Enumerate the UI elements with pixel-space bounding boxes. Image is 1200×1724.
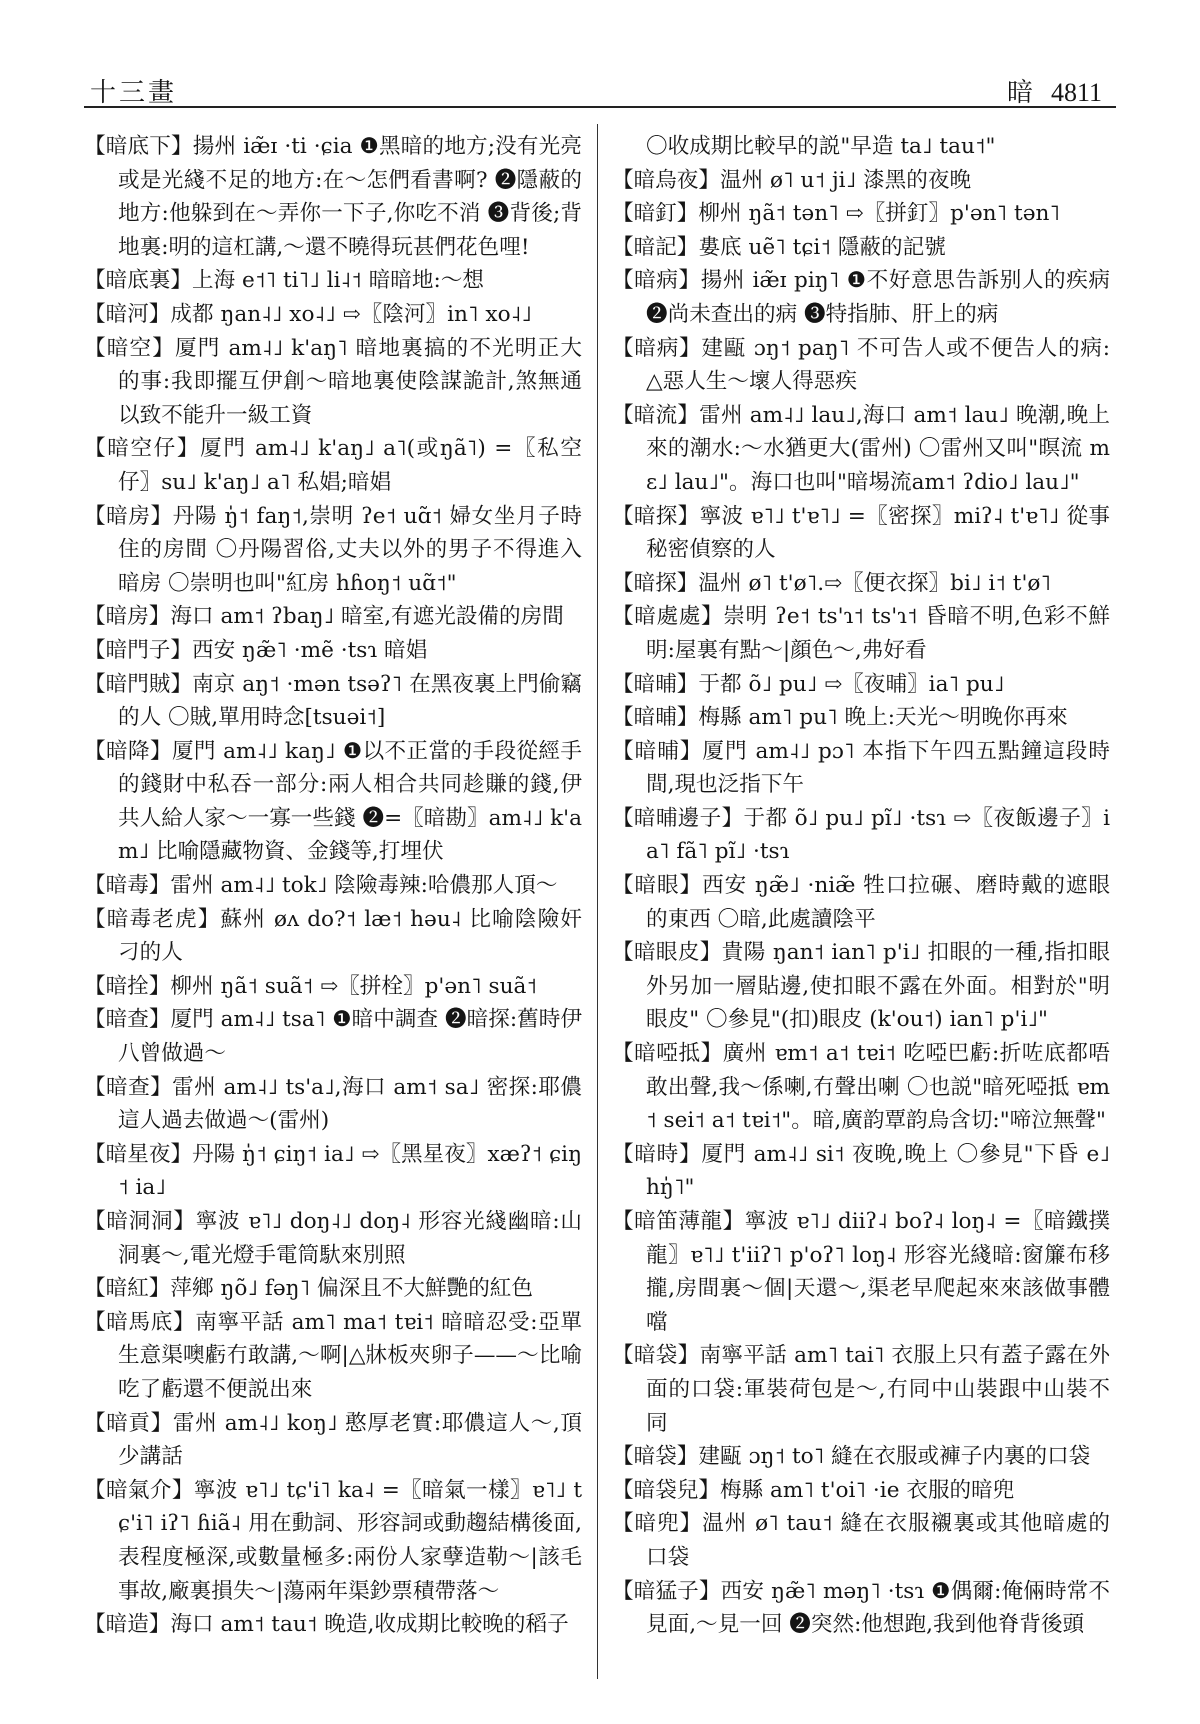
dictionary-entry	[612, 197, 1110, 231]
entry-definition: 西安 ŋæ̃˩ ·niæ̃ 牲口拉碾、磨時戴的遮眼的東西 〇暗,此處讀陰平	[646, 873, 1110, 932]
entry-definition: 雷州 am˨˩ tok˩ 陰險毒辣:哈儂那人頂～	[170, 873, 558, 899]
entry-headword: 【暗猛子】	[612, 1578, 721, 1604]
entry-definition: 厦門 am˨˩ si˦ 夜晚,晚上 〇參見"下昏 e˩ hŋ̍˥"	[646, 1141, 1110, 1201]
entry-headword: 【暗查】	[84, 1007, 171, 1033]
dictionary-entry	[84, 1071, 582, 1138]
dictionary-entry	[84, 735, 582, 869]
entry-definition: 婁底 uẽ˥ tɕi˦ 隱蔽的記號	[698, 234, 946, 260]
entry-definition: 温州 ø˥ u˦ ji˩ 漆黑的夜晚	[719, 167, 972, 193]
entry-definition: 于都 õ˩ pu˩ pĩ˩ ·tsɿ ⇨〖夜飯邊子〗ia˥ fã˥ pĩ˩ ·tsɿ	[646, 805, 1110, 865]
entry-definition: 厦門 am˨˩ kaŋ˩ ❶以不正當的手段從經手的錢財中私吞一部分:兩人相合共同趁賺的錢,伊共人給人家～一寡一些錢 ❷=〖暗勘〗am˨˩ k'am˩ 比喻隱藏物資、金錢等,打埋伏	[118, 738, 582, 865]
dictionary-entry	[612, 1339, 1110, 1440]
entry-definition: 蘇州 øʌ do?˦ læ˦ həu˨ 比喻陰險奸刁的人	[118, 906, 582, 966]
entry-headword: 【暗洞洞】	[84, 1209, 196, 1234]
column-divider	[597, 124, 598, 1679]
entry-headword: 【暗房】	[84, 604, 171, 630]
entry-headword: 【暗晡邊子】	[612, 805, 744, 831]
dictionary-entry	[612, 567, 1110, 601]
entry-definition: 建甌 ɔŋ˦ to˥ 縫在衣服或褲子内裏的口袋	[698, 1444, 1091, 1470]
dictionary-entry	[612, 1507, 1110, 1574]
dictionary-entry	[612, 802, 1110, 869]
entry-definition: 揚州 iæ̃ɪ piŋ˥ ❶不好意思告訴别人的疾病 ❷尚未查出的病 ❸特指肺、肝上的病	[646, 268, 1110, 327]
dictionary-entry	[84, 264, 582, 298]
entry-headword: 【暗笛薄龍】	[612, 1209, 745, 1234]
dictionary-entry	[84, 298, 582, 332]
entry-definition: 雷州 am˨˩ koŋ˩ 憨厚老實:耶儂這人～,頂少講話	[118, 1410, 582, 1470]
entry-definition: 温州 ø˥ t'ø˥.⇨〖便衣探〗bi˩ i˦ t'ø˥	[698, 570, 1052, 596]
dictionary-entry	[84, 1474, 582, 1608]
dictionary-entry	[84, 1138, 582, 1205]
entry-headword: 【暗拴】	[84, 973, 171, 999]
dictionary-entry	[84, 1608, 582, 1642]
entry-definition: 雷州 am˨˩ lau˩,海口 am˦ lau˩ 晚潮,晚上來的潮水:～水猶更大(雷州) 〇雷州又叫"暝流 mɛ˩ lau˩"。海口也叫"暗埸流am˦ ʔdio˩ lau˩"	[646, 402, 1110, 495]
entry-headword: 【暗流】	[612, 402, 700, 428]
entry-definition: 南寧平話 am˥ tai˥ 衣服上只有蓋子露在外面的口袋:軍裝荷包是～,冇同中山裝跟中山裝不同	[646, 1343, 1110, 1436]
entry-headword: 【暗袋】	[612, 1343, 700, 1369]
page-heading	[1007, 72, 1102, 109]
entry-definition: 厦門 am˨˩ k'aŋ˩ a˥(或ŋã˥) =〖私空仔〗su˩ k'aŋ˩ a˥ 私娼;暗娼	[118, 436, 582, 495]
entry-headword: 【暗造】	[84, 1612, 171, 1638]
entry-definition: 于都 õ˩ pu˩ ⇨〖夜晡〗ia˥ pu˩	[698, 671, 1005, 697]
entry-definition: 寧波 ɐ˥˩ diiʔ˨ boʔ˨ loŋ˨ =〖暗鐵撲龍〗ɐ˥˩ t'iiʔ˥ p'oʔ˥ loŋ˨ 形容光綫暗:窗簾布移攏,房間裏～個|天還～,渠老早爬起來來該做事體噹	[646, 1209, 1110, 1335]
entry-definition: 柳州 ŋã˦ suã˦ ⇨〖拼栓〗p'ən˥ suã˦	[170, 973, 538, 999]
entry-headword: 【暗處處】	[612, 604, 724, 630]
dictionary-entry	[84, 903, 582, 970]
entry-definition: 貴陽 ŋan˦ ian˥ p'i˩ 扣眼的一種,指扣眼外另加一層貼邊,使扣眼不露在外面。相對於"明眼皮" 〇參見"(扣)眼皮 (k'ou˦) ian˥ p'i˩"	[646, 940, 1110, 1033]
dictionary-entry	[84, 1272, 582, 1306]
left-column	[84, 130, 582, 1642]
dictionary-entry	[612, 1037, 1110, 1138]
right-column	[612, 130, 1110, 1642]
entry-definition: 寧波 ɐ˥˩ doŋ˨˩ doŋ˨ 形容光綫幽暗:山洞裏～,電光燈手電筒馱來別照	[118, 1209, 582, 1268]
entry-definition: 梅縣 am˥ t'oi˥ ·ie 衣服的暗兜	[719, 1477, 1015, 1503]
entry-definition: 〇收成期比較早的説"早造 ta˩ tau˦"	[646, 134, 996, 159]
entry-definition: 成都 ŋan˨˩ xo˨˩ ⇨〖陰河〗in˥ xo˨˩	[170, 301, 532, 327]
entry-definition: 上海 e˦˥ ti˥˩ li˨˦ 暗暗地:～想	[191, 268, 484, 294]
section-label: 十三畫	[90, 78, 178, 108]
entry-headword: 【暗釘】	[612, 201, 699, 227]
entry-definition: 海口 am˦ ʔbaŋ˩ 暗室,有遮光設備的房間	[170, 604, 564, 630]
dictionary-entry	[84, 432, 582, 499]
dictionary-entry	[84, 130, 582, 264]
entry-headword: 【暗晡】	[612, 671, 699, 697]
entry-definition: 厦門 am˨˩ tsa˥ ❶暗中調查 ❷暗探:舊時伊八曾做過～	[118, 1007, 582, 1067]
dictionary-entry	[612, 399, 1110, 500]
entry-headword: 【暗記】	[612, 234, 699, 260]
entry-headword: 【暗兜】	[612, 1511, 703, 1537]
entry-definition: 寧波 ɐ˥˩ tɕ'i˥ ka˨ =〖暗氣一樣〗ɐ˥˩ tɕ'i˥ iʔ˥ ɦiã˨ 用在動詞、形容詞或動趨結構後面,表程度極深,或數量極多:兩份人家孽造勒～|該毛事故,廠裏損失～|蕩兩年渠鈔票積帶落～	[118, 1477, 582, 1604]
entry-headword: 【暗眼】	[612, 873, 703, 899]
dictionary-entry	[612, 735, 1110, 802]
dictionary-entry	[612, 231, 1110, 265]
entry-definition: 南京 aŋ˦ ·mən tsəʔ˥ 在黑夜裏上門偷竊的人 〇賊,單用時念[tsuəi˦]	[118, 671, 582, 731]
dictionary-entry	[612, 1138, 1110, 1205]
entry-headword: 【暗病】	[612, 335, 702, 361]
entry-definition: 萍鄉 ŋõ˩ fəŋ˥ 偏深且不大鮮艷的紅色	[170, 1276, 533, 1302]
entry-headword: 【暗眼皮】	[612, 940, 722, 966]
entry-headword: 【暗氣介】	[84, 1477, 194, 1503]
entry-definition: 厦門 am˨˩ pɔ˥ 本指下午四五點鐘這段時間,現也泛指下午	[646, 738, 1110, 798]
dictionary-entry	[612, 332, 1110, 399]
entry-headword: 【暗袋兒】	[612, 1477, 720, 1503]
dictionary-entry	[84, 332, 582, 433]
entry-definition: 雷州 am˨˩ ts'a˩,海口 am˦ sa˩ 密探:耶儂這人過去做過～(雷州)	[118, 1074, 582, 1134]
entry-headword: 【暗烏夜】	[612, 167, 720, 193]
header-rule	[84, 106, 1116, 108]
dictionary-entry	[612, 668, 1110, 702]
entry-headword: 【暗晡】	[612, 705, 699, 731]
dictionary-entry	[84, 1407, 582, 1474]
entry-headword: 【暗啞抵】	[612, 1041, 723, 1067]
dictionary-entry	[612, 130, 1110, 164]
entry-headword: 【暗門子】	[84, 637, 192, 663]
entry-definition: 厦門 am˨˩ k'aŋ˥ 暗地裏搞的不光明正大的事:我即擺互伊創～暗地裏使陰謀詭計,煞無通以致不能升一級工資	[118, 335, 582, 428]
dictionary-entry	[84, 1306, 582, 1407]
dictionary-entry	[612, 1205, 1110, 1339]
dictionary-entry	[612, 936, 1110, 1037]
head-character: 暗	[1006, 78, 1033, 108]
dictionary-entry	[612, 1474, 1110, 1508]
dictionary-entry	[612, 869, 1110, 936]
entry-definition: 丹陽 ŋ̍˦ faŋ˦,崇明 ʔe˦ uɑ̃˦ 婦女坐月子時住的房間 〇丹陽習俗,丈夫以外的男子不得進入暗房 〇崇明也叫"紅房 hɦoŋ˦ uɑ̃˦"	[118, 503, 582, 596]
dictionary-entry	[84, 1205, 582, 1272]
dictionary-entry	[84, 668, 582, 735]
entry-headword: 【暗底裏】	[84, 268, 192, 294]
entry-definition: 柳州 ŋã˦ tən˥ ⇨〖拼釘〗p'ən˥ tən˥	[698, 201, 1061, 227]
entry-headword: 【暗紅】	[84, 1276, 171, 1302]
dictionary-entry	[84, 500, 582, 601]
dictionary-entry	[612, 1440, 1110, 1474]
entry-definition: 揚州 iæ̃ɪ ·ti ·ɕia ❶黑暗的地方;没有光亮或是光綫不足的地方:在～怎們看書啊? ❷隱蔽的地方:他躲到在～弄你一下子,你吃不消 ❸背後;背地裏:明的這杠講,～還不曉得玩甚們花色哩!	[118, 134, 582, 260]
entry-definition: 丹陽 ŋ̍˦ ɕiŋ˦ ia˩ ⇨〖黑星夜〗xæʔ˦ ɕiŋ˦ ia˩	[118, 1141, 582, 1201]
entry-definition: 海口 am˦ tau˦ 晚造,收成期比較晚的稻子	[170, 1612, 569, 1638]
entry-headword: 【暗河】	[84, 301, 171, 327]
entry-headword: 【暗降】	[84, 738, 172, 764]
entry-headword: 【暗毒老虎】	[84, 906, 221, 932]
entry-definition: 南寧平話 am˥ ma˦ tɐi˦ 暗暗忍受:亞單生意渠噢虧冇敢講,～啊|△牀板夾卵子——～比喻吃了虧還不便説出來	[118, 1309, 582, 1402]
entry-definition: 崇明 ʔe˦ ts'ɿ˦ ts'ɿ˦ 昏暗不明,色彩不鮮明:屋裏有點～|顔色～,弗好看	[646, 604, 1110, 663]
entry-headword: 【暗房】	[84, 503, 173, 529]
dictionary-entry	[612, 1575, 1110, 1642]
entry-definition: 梅縣 am˥ pu˥ 晚上:天光～明晚你再來	[698, 705, 1068, 731]
entry-headword: 【暗星夜】	[84, 1141, 193, 1167]
entry-headword: 【暗空】	[84, 335, 175, 361]
entry-headword: 【暗馬底】	[84, 1309, 196, 1335]
entry-headword: 【暗查】	[84, 1074, 173, 1100]
dictionary-entry	[612, 500, 1110, 567]
entry-headword: 【暗袋】	[612, 1444, 699, 1470]
entry-headword: 【暗探】	[612, 570, 699, 596]
entry-definition: 温州 ø˥ tau˦ 縫在衣服襯裏或其他暗處的口袋	[646, 1511, 1110, 1570]
dictionary-entry	[84, 970, 582, 1004]
entry-headword: 【暗底下】	[84, 134, 193, 159]
dictionary-entry	[84, 600, 582, 634]
page-number: 4811	[1050, 78, 1102, 107]
dictionary-entry	[84, 869, 582, 903]
entry-headword: 【暗貢】	[84, 1410, 173, 1436]
dictionary-entry	[612, 264, 1110, 331]
entry-headword: 【暗時】	[612, 1141, 702, 1167]
entry-headword: 【暗空仔】	[84, 436, 201, 462]
entry-headword: 【暗探】	[612, 503, 700, 529]
entry-definition: 西安 ŋæ̃˥ məŋ˥ ·tsɿ ❶偶爾:俺倆時常不見面,～見一回 ❷突然:他想跑,我到他脊背後頭	[646, 1578, 1110, 1638]
dictionary-entry	[84, 634, 582, 668]
dictionary-entry	[612, 600, 1110, 667]
entry-definition: 西安 ŋæ̃˥ ·mẽ ·tsɿ 暗娼	[191, 637, 428, 663]
entry-headword: 【暗門賊】	[84, 671, 193, 697]
entry-headword: 【暗病】	[612, 268, 701, 294]
entry-definition: 廣州 ɐm˦ a˦ tɐi˦ 吃啞巴虧:折咗底都唔敢出聲,我～係喇,冇聲出喇 〇也説"暗死啞抵 ɐm˦ sei˦ a˦ tɐi˦"。暗,廣韵覃韵烏含切:"啼泣無聲"	[646, 1041, 1110, 1134]
entry-headword: 【暗晡】	[612, 738, 703, 764]
running-header	[84, 64, 1116, 108]
dictionary-entry	[84, 1003, 582, 1070]
entry-definition: 建甌 ɔŋ˦ paŋ˥ 不可告人或不便告人的病:△惡人生～壞人得惡疾	[646, 335, 1110, 395]
dictionary-entry	[612, 164, 1110, 198]
dictionary-entry	[612, 701, 1110, 735]
entry-headword: 【暗毒】	[84, 873, 171, 899]
entry-definition: 寧波 ɐ˥˩ t'ɐ˥˩ =〖密探〗miʔ˨ t'ɐ˥˩ 從事秘密偵察的人	[646, 503, 1110, 563]
